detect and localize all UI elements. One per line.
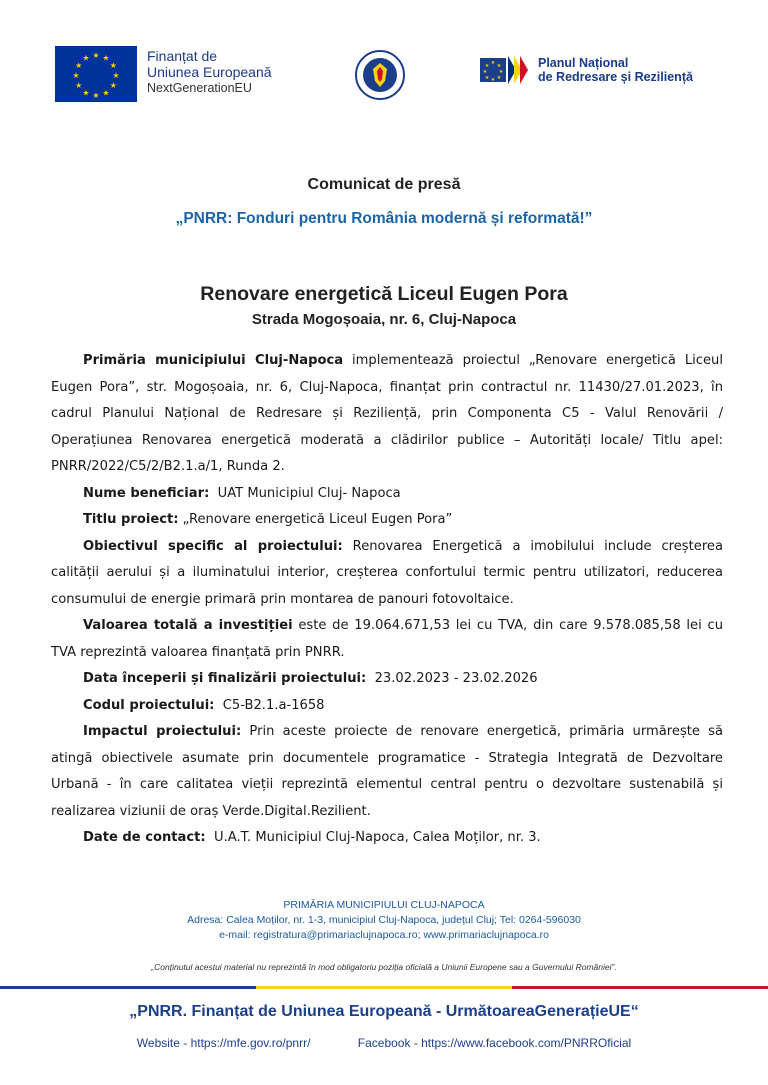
titlu-label: Titlu proiect: — [83, 512, 179, 527]
beneficiar-paragraph — [51, 481, 723, 508]
bottom-slogan: „PNRR. Finanțat de Uniunea Europeană - UrmătoareaGenerațieUE“ — [129, 1003, 639, 1020]
tricolor-yellow — [256, 986, 512, 989]
cod-paragraph — [51, 693, 723, 720]
press-release-title: Comunicat de presă — [307, 176, 461, 193]
svg-text:★: ★ — [498, 69, 504, 75]
impact-paragraph — [51, 719, 723, 825]
eu-line-2: Uniunea Europeană — [147, 64, 272, 80]
svg-text:★: ★ — [482, 69, 488, 75]
intro-bold: Primăria municipiului Cluj-Napoca — [83, 353, 344, 368]
svg-text:★: ★ — [484, 75, 490, 81]
pnrr-logo — [478, 52, 693, 88]
pnrr-line-1: Planul Național — [538, 56, 629, 70]
eu-flag-icon — [55, 46, 137, 102]
svg-text:★: ★ — [496, 63, 502, 69]
svg-text:★: ★ — [109, 61, 117, 70]
pnrr-logo-icon — [478, 52, 534, 88]
pnrr-line-2: de Redresare și Reziliență — [538, 70, 693, 84]
svg-text:★: ★ — [112, 71, 120, 80]
obiectiv-value: Renovarea Energetică a imobilului include creșterea calității aerului și a iluminatului interior, creșterea confortului termic pentru utilizatori, reducerea consumului de energie primară prin montarea de panouri fotovoltaice. — [51, 538, 723, 607]
project-title: Renovare energetică Liceul Eugen Pora — [200, 283, 568, 305]
data-paragraph — [51, 666, 723, 693]
eu-line-1: Finanțat de — [147, 48, 218, 64]
titlu-value: „Renovare energetică Liceul Eugen Pora” — [178, 512, 453, 527]
impact-label: Impactul proiectului: — [83, 724, 242, 739]
data-label: Data începerii și finalizării proiectului: — [83, 671, 367, 686]
eu-funding-text — [147, 48, 272, 96]
svg-text:★: ★ — [72, 71, 80, 80]
svg-text:★: ★ — [496, 75, 502, 81]
obiectiv-label: Obiectivul specific al proiectului: — [83, 538, 343, 554]
footer-links — [0, 1036, 768, 1050]
impact-value: Prin aceste proiecte de renovare energetică, primăria urmărește să atingă obiectivele asumate prin documentele programatice - Strategia Integrată de Dezvoltare Urbană - în care calitatea vieții reprezintă elementul central pentru o dezvoltare sustenabilă și realizarea viziunii de oraș Verde.Digital.Rezilient. — [51, 724, 723, 819]
svg-text:★: ★ — [490, 60, 496, 66]
cod-value: C5-B2.1.a-1658 — [214, 697, 325, 713]
beneficiar-label: Nume beneficiar: — [83, 485, 210, 501]
government-seal-icon — [354, 49, 406, 101]
obiectiv-paragraph — [51, 534, 723, 614]
svg-text:★: ★ — [82, 53, 90, 63]
press-slogan: „PNRR: Fonduri pentru România modernă și reformată!” — [175, 210, 593, 227]
footer-contact-block — [0, 898, 768, 943]
tricolor-red — [512, 986, 768, 989]
valoare-paragraph — [51, 613, 723, 666]
contact-paragraph — [51, 825, 723, 852]
cod-label: Codul proiectului: — [83, 697, 215, 713]
project-address: Strada Mogoșoaia, nr. 6, Cluj-Napoca — [251, 311, 517, 328]
footer-org: PRIMĂRIA MUNICIPIULUI CLUJ-NAPOCA — [283, 899, 485, 911]
data-value: 23.02.2023 - 23.02.2026 — [366, 671, 538, 686]
svg-text:★: ★ — [82, 88, 90, 98]
svg-text:★: ★ — [92, 91, 100, 100]
pnrr-text — [538, 56, 693, 84]
svg-text:★: ★ — [490, 77, 496, 83]
tricolor-blue — [0, 986, 256, 989]
disclaimer: „Conținutul acestui material nu reprezintă în mod obligatoriu poziția oficială a Uniunii Europene sau a Guvernului României”. — [151, 962, 617, 972]
beneficiar-value: UAT Municipiul Cluj- Napoca — [209, 485, 401, 501]
footer-contact: e-mail: registratura@primariaclujnapoca.ro; www.primariaclujnapoca.ro — [219, 929, 549, 941]
intro-text: implementează proiectul „Renovare energetică Liceul Eugen Pora”, str. Mogoșoaia, nr. 6, Cluj-Napoca, finanțat prin contractul nr. 11430/27.01.2023, în cadrul Planului Național de Redresare și Reziliență, prin Componenta C5 - Valul Renovării / Operațiunea Renovarea energetică moderată a clădirilor publice – Autorități locale/ Titlu apel: PNRR/2022/C5/2/B2.1.a/1, Runda 2. — [51, 353, 723, 474]
svg-text:★: ★ — [109, 81, 117, 90]
tricolor-divider — [0, 986, 768, 989]
facebook-link[interactable]: Facebook - https://www.facebook.com/PNRROficial — [357, 1036, 632, 1050]
svg-text:★: ★ — [102, 53, 110, 63]
svg-text:★: ★ — [102, 88, 110, 98]
valoare-label: Valoarea totală a investiției — [83, 618, 293, 633]
intro-paragraph — [51, 348, 723, 481]
svg-text:★: ★ — [484, 63, 490, 69]
contact-value: U.A.T. Municipiul Cluj-Napoca, Calea Moților, nr. 3. — [205, 830, 541, 845]
titlu-paragraph — [51, 507, 723, 534]
svg-text:★: ★ — [92, 51, 100, 60]
footer-address: Adresa: Calea Moților, nr. 1-3, municipiul Cluj-Napoca, județul Cluj; Tel: 0264-596030 — [187, 914, 581, 926]
eu-line-3: NextGenerationEU — [147, 81, 252, 95]
svg-text:★: ★ — [75, 61, 83, 70]
body-text — [51, 348, 723, 852]
website-link[interactable]: Website - https://mfe.gov.ro/pnrr/ — [136, 1036, 311, 1050]
contact-label: Date de contact: — [83, 830, 206, 845]
svg-text:★: ★ — [75, 81, 83, 90]
valoare-value: este de 19.064.671,53 lei cu TVA, din care 9.578.085,58 lei cu TVA reprezintă valoarea finanțată prin PNRR. — [51, 618, 723, 660]
eu-funding-logo — [55, 46, 272, 102]
